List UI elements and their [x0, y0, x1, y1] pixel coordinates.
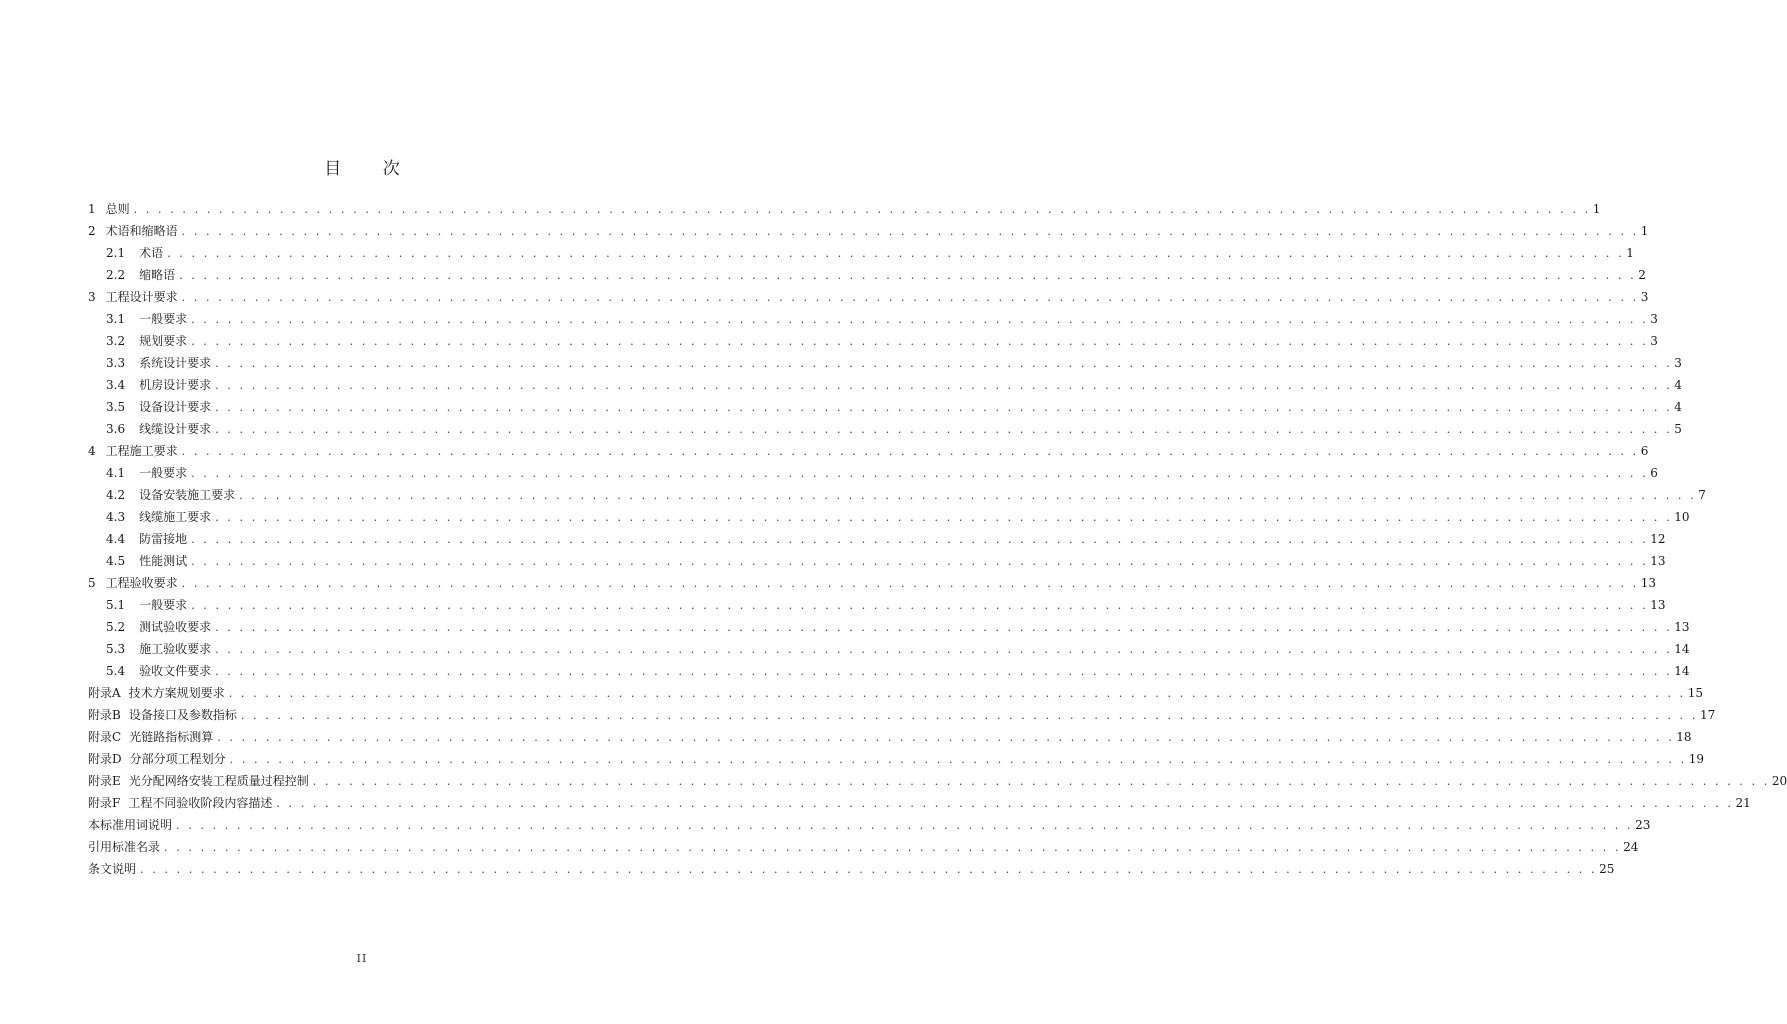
toc-entry-page: 25: [1599, 862, 1615, 876]
toc-entry-title: 验收文件要求: [139, 664, 212, 678]
toc-entry-title: 光链路指标测算: [129, 730, 214, 744]
toc-entry-number: 3.5: [106, 400, 126, 414]
toc-entry-number: 2.2: [106, 268, 126, 282]
toc-leader-dots: . . . . . . . . . . . . . . . . . . . . . . . . . . . . . . . . . . . . . . . . . . . . . . . . . . . . . . . . . . . . . . . . . . . . . . . . . . . . . . . . . . . . . . . . . . . . . . . . . . . . . . . . . . . . . . . . . . . . . . . .: [229, 753, 1687, 766]
toc-entry-title: 术语和缩略语: [105, 224, 178, 238]
toc-leader-dots: . . . . . . . . . . . . . . . . . . . . . . . . . . . . . . . . . . . . . . . . . . . . . . . . . . . . . . . . . . . . . . . . . . . . . . . . . . . . . . . . . . . . . . . . . . . . . . . . . . . . . . . . . . . . . . . . . . . . . . . .: [191, 467, 1649, 480]
toc-entry-number: 4.4: [106, 532, 126, 546]
toc-entry-title: 分部分项工程划分: [129, 752, 226, 766]
toc-entry-page: 12: [1650, 532, 1666, 546]
toc-entry-number: 4.2: [106, 488, 126, 502]
toc-leader-dots: . . . . . . . . . . . . . . . . . . . . . . . . . . . . . . . . . . . . . . . . . . . . . . . . . . . . . . . . . . . . . . . . . . . . . . . . . . . . . . . . . . . . . . . . . . . . . . . . . . . . . . . . . . . . . . . . . . . . . . . .: [215, 423, 1673, 436]
toc-entry-page: 21: [1735, 796, 1751, 810]
toc-entry-page: 19: [1688, 752, 1705, 766]
toc-entry-title: 设备设计要求: [139, 400, 212, 414]
toc-entry-title: 一般要求: [139, 466, 188, 480]
toc-entry-number: 3: [88, 290, 96, 304]
toc-entry-page: 1: [1592, 202, 1601, 216]
toc-entry-number: 3.2: [106, 334, 126, 348]
toc-leader-dots: . . . . . . . . . . . . . . . . . . . . . . . . . . . . . . . . . . . . . . . . . . . . . . . . . . . . . . . . . . . . . . . . . . . . . . . . . . . . . . . . . . . . . . . . . . . . . . . . . . . . . . . . . . . . . . . . . . . . . . . .: [215, 621, 1673, 634]
toc-entry[interactable]: [88, 748, 1705, 770]
toc-entry-page: 13: [1674, 620, 1690, 634]
toc-entry-page: 2: [1638, 268, 1646, 282]
toc-entry[interactable]: [88, 308, 1658, 330]
toc-leader-dots: . . . . . . . . . . . . . . . . . . . . . . . . . . . . . . . . . . . . . . . . . . . . . . . . . . . . . . . . . . . . . . . . . . . . . . . . . . . . . . . . . . . . . . . . . . . . . . . . . . . . . . . . . . . . . . . . . . . . . . . .: [312, 775, 1770, 788]
toc-entry-title: 性能测试: [139, 554, 188, 568]
toc-entry-title: 一般要求: [139, 598, 188, 612]
toc-leader-dots: . . . . . . . . . . . . . . . . . . . . . . . . . . . . . . . . . . . . . . . . . . . . . . . . . . . . . . . . . . . . . . . . . . . . . . . . . . . . . . . . . . . . . . . . . . . . . . . . . . . . . . . . . . . . . . . . . . . . . . . .: [179, 269, 1637, 282]
toc-entry[interactable]: [88, 792, 1751, 814]
toc-entry-page: 15: [1687, 686, 1704, 700]
toc-entry-page: 13: [1650, 598, 1666, 612]
toc-entry[interactable]: [88, 352, 1682, 374]
toc-entry-title: 线缆设计要求: [139, 422, 212, 436]
toc-entry-number: 5.1: [106, 598, 126, 612]
toc-entry-title: 机房设计要求: [139, 378, 212, 392]
toc-entry-title: 线缆施工要求: [139, 510, 212, 524]
toc-entry[interactable]: [88, 638, 1690, 660]
toc-entry-page: 1: [1626, 246, 1634, 260]
toc-entry[interactable]: [88, 616, 1690, 638]
toc-leader-dots: . . . . . . . . . . . . . . . . . . . . . . . . . . . . . . . . . . . . . . . . . . . . . . . . . . . . . . . . . . . . . . . . . . . . . . . . . . . . . . . . . . . . . . . . . . . . . . . . . . . . . . . . . . . . . . . . . . . . . . . .: [228, 687, 1686, 700]
toc-entry-title: 光分配网络安装工程质量过程控制: [128, 774, 309, 788]
toc-entry-page: 23: [1635, 818, 1651, 832]
toc-entry[interactable]: [88, 198, 1601, 220]
page-number: II: [356, 952, 368, 965]
toc-entry-title: 施工验收要求: [139, 642, 212, 656]
toc-leader-dots: . . . . . . . . . . . . . . . . . . . . . . . . . . . . . . . . . . . . . . . . . . . . . . . . . . . . . . . . . . . . . . . . . . . . . . . . . . . . . . . . . . . . . . . . . . . . . . . . . . . . . . . . . . . . . . . . . . . . . . . .: [140, 863, 1598, 876]
toc-entry-number: 2.1: [106, 246, 126, 260]
toc-leader-dots: . . . . . . . . . . . . . . . . . . . . . . . . . . . . . . . . . . . . . . . . . . . . . . . . . . . . . . . . . . . . . . . . . . . . . . . . . . . . . . . . . . . . . . . . . . . . . . . . . . . . . . . . . . . . . . . . . . . . . . . .: [215, 643, 1673, 656]
toc-entry-title: 防雷接地: [139, 532, 188, 546]
toc-leader-dots: . . . . . . . . . . . . . . . . . . . . . . . . . . . . . . . . . . . . . . . . . . . . . . . . . . . . . . . . . . . . . . . . . . . . . . . . . . . . . . . . . . . . . . . . . . . . . . . . . . . . . . . . . . . . . . . . . . . . . . . .: [191, 533, 1649, 546]
toc-entry-title: 规划要求: [139, 334, 188, 348]
toc-entry-page: 24: [1623, 840, 1639, 854]
toc-leader-dots: . . . . . . . . . . . . . . . . . . . . . . . . . . . . . . . . . . . . . . . . . . . . . . . . . . . . . . . . . . . . . . . . . . . . . . . . . . . . . . . . . . . . . . . . . . . . . . . . . . . . . . . . . . . . . . . . . . . . . . . .: [215, 665, 1673, 678]
toc-entry-title: 工程设计要求: [105, 290, 178, 304]
toc-entry-page: 14: [1674, 642, 1690, 656]
toc-entry-number: 5.2: [106, 620, 126, 634]
toc-entry-page: 13: [1640, 576, 1657, 590]
toc-entry-title: 设备安装施工要求: [139, 488, 236, 502]
toc-entry-number: 附录D: [88, 752, 122, 766]
toc-entry-number: 4.3: [106, 510, 126, 524]
toc-entry[interactable]: [88, 286, 1649, 308]
toc-entry-number: 5: [88, 576, 96, 590]
toc-entry[interactable]: [88, 396, 1682, 418]
toc-leader-dots: . . . . . . . . . . . . . . . . . . . . . . . . . . . . . . . . . . . . . . . . . . . . . . . . . . . . . . . . . . . . . . . . . . . . . . . . . . . . . . . . . . . . . . . . . . . . . . . . . . . . . . . . . . . . . . . . . . . . . . . .: [215, 379, 1673, 392]
toc-entry[interactable]: [88, 836, 1639, 858]
toc-entry-title: 系统设计要求: [139, 356, 212, 370]
toc-entry-page: 3: [1674, 356, 1682, 370]
toc-entry[interactable]: [88, 220, 1649, 242]
toc-entry-page: 3: [1640, 290, 1649, 304]
toc-entry-page: 4: [1674, 378, 1682, 392]
toc-entry-page: 7: [1698, 488, 1706, 502]
toc-leader-dots: . . . . . . . . . . . . . . . . . . . . . . . . . . . . . . . . . . . . . . . . . . . . . . . . . . . . . . . . . . . . . . . . . . . . . . . . . . . . . . . . . . . . . . . . . . . . . . . . . . . . . . . . . . . . . . . . . . . . . . . .: [191, 555, 1649, 568]
toc-entry-title: 本标准用词说明: [88, 818, 173, 832]
toc-entry-page: 6: [1650, 466, 1658, 480]
table-of-contents: [88, 198, 1787, 880]
toc-entry[interactable]: [88, 572, 1657, 594]
toc-entry-title: 设备接口及参数指标: [128, 708, 237, 722]
toc-leader-dots: . . . . . . . . . . . . . . . . . . . . . . . . . . . . . . . . . . . . . . . . . . . . . . . . . . . . . . . . . . . . . . . . . . . . . . . . . . . . . . . . . . . . . . . . . . . . . . . . . . . . . . . . . . . . . . . . . . . . . . . .: [176, 819, 1634, 832]
toc-entry-title: 工程施工要求: [105, 444, 178, 458]
toc-entry-page: 3: [1650, 334, 1658, 348]
toc-entry[interactable]: [88, 264, 1646, 286]
toc-entry-title: 工程不同验收阶段内容描述: [128, 796, 273, 810]
toc-entry-number: 附录E: [88, 774, 121, 788]
toc-entry-number: 附录C: [88, 730, 122, 744]
toc-entry[interactable]: [88, 462, 1658, 484]
toc-entry-number: 1: [88, 202, 96, 216]
toc-entry-title: 技术方案规划要求: [128, 686, 225, 700]
toc-entry-page: 20: [1771, 774, 1787, 788]
toc-leader-dots: . . . . . . . . . . . . . . . . . . . . . . . . . . . . . . . . . . . . . . . . . . . . . . . . . . . . . . . . . . . . . . . . . . . . . . . . . . . . . . . . . . . . . . . . . . . . . . . . . . . . . . . . . . . . . . . . . . . . . . . .: [133, 203, 1591, 216]
toc-entry-page: 6: [1640, 444, 1649, 458]
toc-leader-dots: . . . . . . . . . . . . . . . . . . . . . . . . . . . . . . . . . . . . . . . . . . . . . . . . . . . . . . . . . . . . . . . . . . . . . . . . . . . . . . . . . . . . . . . . . . . . . . . . . . . . . . . . . . . . . . . . . . . . . . . .: [215, 511, 1673, 524]
toc-entry-number: 3.3: [106, 356, 126, 370]
toc-title: 目 次: [324, 159, 418, 179]
toc-entry[interactable]: [88, 330, 1658, 352]
toc-entry-title: 测试验收要求: [139, 620, 212, 634]
toc-entry-number: 3.6: [106, 422, 126, 436]
toc-leader-dots: . . . . . . . . . . . . . . . . . . . . . . . . . . . . . . . . . . . . . . . . . . . . . . . . . . . . . . . . . . . . . . . . . . . . . . . . . . . . . . . . . . . . . . . . . . . . . . . . . . . . . . . . . . . . . . . . . . . . . . . .: [276, 797, 1734, 810]
toc-entry[interactable]: [88, 858, 1615, 880]
toc-entry-title: 缩略语: [139, 268, 176, 282]
toc-leader-dots: . . . . . . . . . . . . . . . . . . . . . . . . . . . . . . . . . . . . . . . . . . . . . . . . . . . . . . . . . . . . . . . . . . . . . . . . . . . . . . . . . . . . . . . . . . . . . . . . . . . . . . . . . . . . . . . . . . . . . . . .: [181, 225, 1639, 238]
toc-entry-title: 条文说明: [88, 862, 137, 876]
toc-entry[interactable]: [88, 506, 1690, 528]
toc-entry[interactable]: [88, 418, 1682, 440]
toc-entry-number: 4: [88, 444, 96, 458]
toc-entry-page: 4: [1674, 400, 1682, 414]
toc-entry-number: 附录B: [88, 708, 121, 722]
toc-leader-dots: . . . . . . . . . . . . . . . . . . . . . . . . . . . . . . . . . . . . . . . . . . . . . . . . . . . . . . . . . . . . . . . . . . . . . . . . . . . . . . . . . . . . . . . . . . . . . . . . . . . . . . . . . . . . . . . . . . . . . . . .: [217, 731, 1675, 744]
toc-entry-number: 4.5: [106, 554, 126, 568]
toc-entry[interactable]: [88, 374, 1682, 396]
toc-entry-title: 工程验收要求: [105, 576, 178, 590]
toc-entry-page: 3: [1650, 312, 1658, 326]
toc-entry[interactable]: [88, 440, 1649, 462]
toc-entry-title: 引用标准名录: [88, 840, 161, 854]
toc-leader-dots: . . . . . . . . . . . . . . . . . . . . . . . . . . . . . . . . . . . . . . . . . . . . . . . . . . . . . . . . . . . . . . . . . . . . . . . . . . . . . . . . . . . . . . . . . . . . . . . . . . . . . . . . . . . . . . . . . . . . . . . .: [239, 489, 1697, 502]
toc-entry-title: 一般要求: [139, 312, 188, 326]
toc-entry-number: 2: [88, 224, 96, 238]
toc-entry[interactable]: [88, 594, 1666, 616]
toc-leader-dots: . . . . . . . . . . . . . . . . . . . . . . . . . . . . . . . . . . . . . . . . . . . . . . . . . . . . . . . . . . . . . . . . . . . . . . . . . . . . . . . . . . . . . . . . . . . . . . . . . . . . . . . . . . . . . . . . . . . . . . . .: [167, 247, 1625, 260]
toc-entry-number: 附录F: [88, 796, 121, 810]
toc-entry[interactable]: [88, 814, 1651, 836]
toc-entry-number: 5.4: [106, 664, 126, 678]
toc-leader-dots: . . . . . . . . . . . . . . . . . . . . . . . . . . . . . . . . . . . . . . . . . . . . . . . . . . . . . . . . . . . . . . . . . . . . . . . . . . . . . . . . . . . . . . . . . . . . . . . . . . . . . . . . . . . . . . . . . . . . . . . .: [191, 599, 1649, 612]
toc-entry[interactable]: [88, 726, 1692, 748]
toc-leader-dots: . . . . . . . . . . . . . . . . . . . . . . . . . . . . . . . . . . . . . . . . . . . . . . . . . . . . . . . . . . . . . . . . . . . . . . . . . . . . . . . . . . . . . . . . . . . . . . . . . . . . . . . . . . . . . . . . . . . . . . . .: [215, 401, 1673, 414]
toc-entry[interactable]: [88, 242, 1634, 264]
toc-entry-page: 18: [1676, 730, 1692, 744]
toc-entry[interactable]: [88, 484, 1706, 506]
toc-leader-dots: . . . . . . . . . . . . . . . . . . . . . . . . . . . . . . . . . . . . . . . . . . . . . . . . . . . . . . . . . . . . . . . . . . . . . . . . . . . . . . . . . . . . . . . . . . . . . . . . . . . . . . . . . . . . . . . . . . . . . . . .: [215, 357, 1673, 370]
toc-entry-number: 4.1: [106, 466, 126, 480]
toc-entry-page: 14: [1674, 664, 1690, 678]
toc-entry-page: 10: [1674, 510, 1690, 524]
toc-entry-number: 3.1: [106, 312, 126, 326]
toc-leader-dots: . . . . . . . . . . . . . . . . . . . . . . . . . . . . . . . . . . . . . . . . . . . . . . . . . . . . . . . . . . . . . . . . . . . . . . . . . . . . . . . . . . . . . . . . . . . . . . . . . . . . . . . . . . . . . . . . . . . . . . . .: [181, 445, 1639, 458]
toc-entry[interactable]: [88, 528, 1666, 550]
toc-entry-page: 13: [1650, 554, 1666, 568]
toc-leader-dots: . . . . . . . . . . . . . . . . . . . . . . . . . . . . . . . . . . . . . . . . . . . . . . . . . . . . . . . . . . . . . . . . . . . . . . . . . . . . . . . . . . . . . . . . . . . . . . . . . . . . . . . . . . . . . . . . . . . . . . . .: [164, 841, 1622, 854]
toc-entry[interactable]: [88, 550, 1666, 572]
toc-leader-dots: . . . . . . . . . . . . . . . . . . . . . . . . . . . . . . . . . . . . . . . . . . . . . . . . . . . . . . . . . . . . . . . . . . . . . . . . . . . . . . . . . . . . . . . . . . . . . . . . . . . . . . . . . . . . . . . . . . . . . . . .: [181, 291, 1639, 304]
toc-entry-title: 术语: [139, 246, 164, 260]
toc-entry-page: 17: [1699, 708, 1716, 722]
toc-entry-number: 3.4: [106, 378, 126, 392]
toc-entry[interactable]: [88, 660, 1690, 682]
toc-leader-dots: . . . . . . . . . . . . . . . . . . . . . . . . . . . . . . . . . . . . . . . . . . . . . . . . . . . . . . . . . . . . . . . . . . . . . . . . . . . . . . . . . . . . . . . . . . . . . . . . . . . . . . . . . . . . . . . . . . . . . . . .: [181, 577, 1639, 590]
toc-entry[interactable]: [88, 704, 1716, 726]
toc-entry-page: 5: [1674, 422, 1682, 436]
toc-leader-dots: . . . . . . . . . . . . . . . . . . . . . . . . . . . . . . . . . . . . . . . . . . . . . . . . . . . . . . . . . . . . . . . . . . . . . . . . . . . . . . . . . . . . . . . . . . . . . . . . . . . . . . . . . . . . . . . . . . . . . . . .: [191, 335, 1649, 348]
toc-entry[interactable]: [88, 682, 1704, 704]
toc-entry-number: 5.3: [106, 642, 126, 656]
toc-leader-dots: . . . . . . . . . . . . . . . . . . . . . . . . . . . . . . . . . . . . . . . . . . . . . . . . . . . . . . . . . . . . . . . . . . . . . . . . . . . . . . . . . . . . . . . . . . . . . . . . . . . . . . . . . . . . . . . . . . . . . . . .: [191, 313, 1649, 326]
toc-entry-title: 总则: [105, 202, 130, 216]
toc-leader-dots: . . . . . . . . . . . . . . . . . . . . . . . . . . . . . . . . . . . . . . . . . . . . . . . . . . . . . . . . . . . . . . . . . . . . . . . . . . . . . . . . . . . . . . . . . . . . . . . . . . . . . . . . . . . . . . . . . . . . . . . .: [240, 709, 1698, 722]
toc-entry-number: 附录A: [88, 686, 121, 700]
toc-entry-page: 1: [1640, 224, 1649, 238]
toc-entry[interactable]: [88, 770, 1787, 792]
